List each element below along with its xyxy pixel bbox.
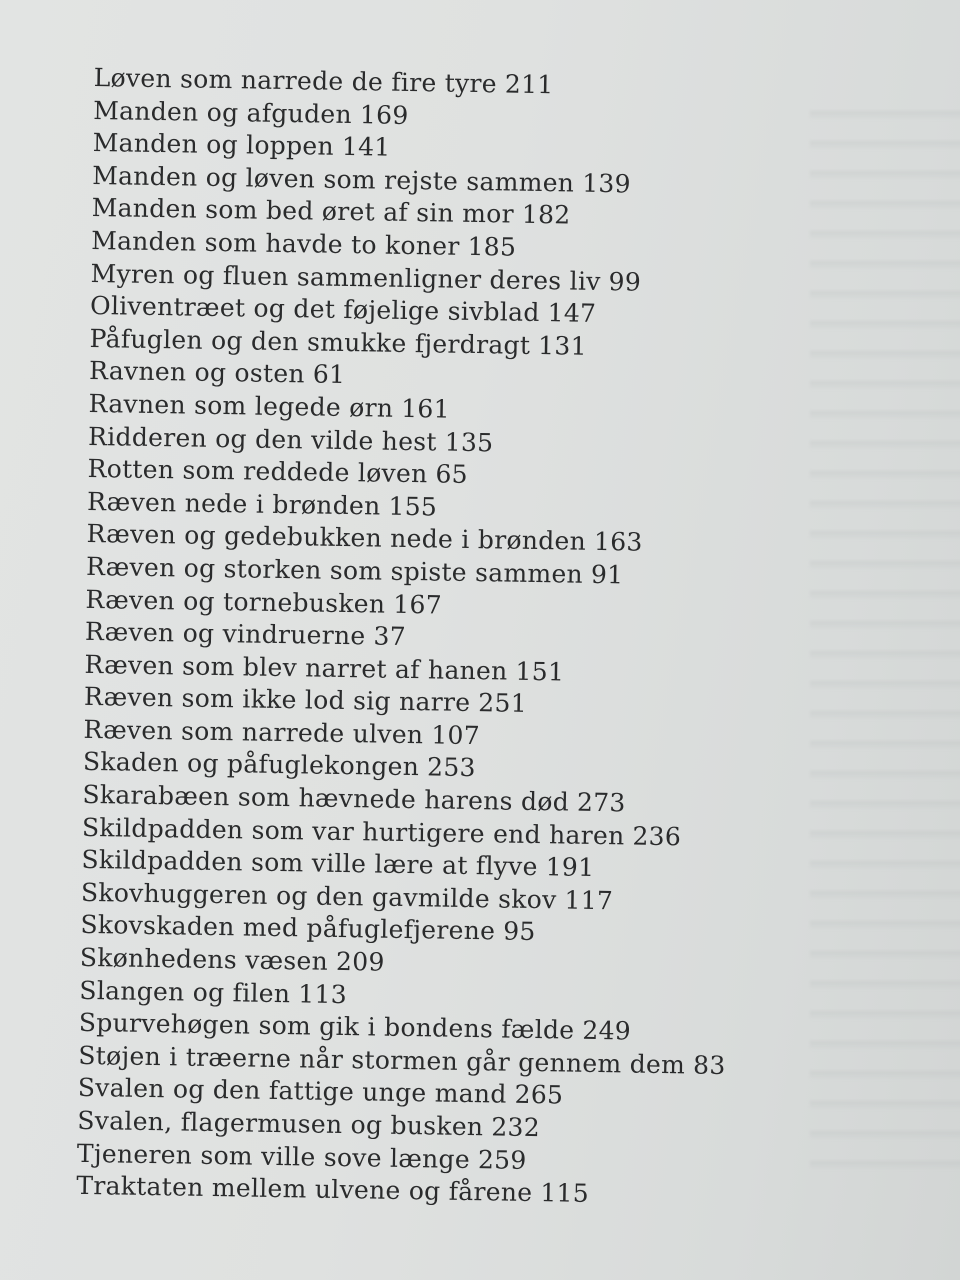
entry-title: Oliventræet og det føjelige sivblad bbox=[89, 291, 540, 328]
entry-page-number: 232 bbox=[491, 1112, 541, 1143]
entry-page-number: 273 bbox=[576, 787, 626, 818]
index-list bbox=[76, 62, 741, 1213]
entry-page-number: 161 bbox=[401, 393, 451, 424]
entry-page-number: 155 bbox=[388, 491, 438, 522]
entry-title: Slangen og filen bbox=[79, 975, 291, 1008]
entry-title: Skaden og påfuglekongen bbox=[82, 747, 420, 782]
entry-title: Manden og afguden bbox=[93, 95, 353, 129]
entry-page-number: 251 bbox=[478, 688, 528, 719]
entry-page-number: 182 bbox=[521, 200, 571, 230]
entry-title: Manden og løven som rejste sammen bbox=[91, 160, 575, 198]
entry-title: Manden som bed øret af sin mor bbox=[91, 193, 515, 229]
entry-title: Svalen og den fattige unge mand bbox=[77, 1073, 507, 1110]
entry-title: Ræven og tornebusken bbox=[85, 584, 386, 619]
entry-page-number: 135 bbox=[444, 427, 494, 457]
entry-title: Skildpadden som var hurtigere end haren bbox=[81, 812, 625, 851]
entry-page-number: 191 bbox=[545, 852, 595, 883]
entry-title: Skønhedens væsen bbox=[79, 942, 329, 976]
entry-title: Ræven og storken som spiste sammen bbox=[85, 551, 584, 589]
entry-page-number: 139 bbox=[581, 168, 632, 199]
entry-title: Ræven som narrede ulven bbox=[83, 714, 424, 750]
entry-page-number: 209 bbox=[335, 946, 385, 977]
entry-title: Ræven som blev narret af hanen bbox=[84, 649, 508, 686]
entry-page-number: 236 bbox=[632, 821, 682, 851]
entry-title: Støjen i træerne når stormen går gennem dem bbox=[78, 1040, 686, 1080]
entry-page-number: 265 bbox=[514, 1080, 564, 1110]
entry-page-number: 115 bbox=[540, 1178, 590, 1209]
entry-title: Tjeneren som ville sove længe bbox=[76, 1138, 471, 1174]
entry-title: Rotten som reddede løven bbox=[87, 454, 428, 489]
entry-page-number: 91 bbox=[590, 559, 624, 590]
entry-page-number: 185 bbox=[467, 231, 517, 262]
entry-title: Ræven som ikke lod sig narre bbox=[83, 682, 471, 718]
entry-page-number: 167 bbox=[393, 589, 443, 620]
entry-title: Manden og loppen bbox=[92, 128, 335, 161]
entry-title: Løven som narrede de fire tyre bbox=[93, 62, 498, 99]
entry-page-number: 169 bbox=[359, 99, 409, 130]
entry-title: Ræven og vindruerne bbox=[84, 617, 366, 651]
entry-title: Skovskaden med påfuglefjerene bbox=[80, 910, 496, 946]
entry-title: Ræven og gedebukken nede i brønden bbox=[86, 519, 587, 557]
entry-page-number: 141 bbox=[341, 132, 391, 162]
entry-page-number: 95 bbox=[502, 916, 536, 947]
bleed-through-text bbox=[810, 90, 960, 1190]
entry-title: Skildpadden som ville lære at flyve bbox=[81, 845, 538, 882]
entry-title: Myren og fluen sammenligner deres liv bbox=[90, 258, 601, 296]
entry-page-number: 113 bbox=[298, 978, 348, 1009]
entry-title: Skovhuggeren og den gavmilde skov bbox=[80, 877, 557, 915]
entry-page-number: 147 bbox=[547, 298, 597, 329]
entry-page-number: 83 bbox=[692, 1050, 726, 1080]
entry-page-number: 151 bbox=[515, 656, 565, 687]
entry-title: Ravnen som legede ørn bbox=[88, 388, 394, 423]
entry-page-number: 117 bbox=[564, 885, 614, 916]
entry-title: Ræven nede i brønden bbox=[86, 486, 381, 521]
entry-title: Skarabæen som hævnede harens død bbox=[82, 779, 570, 817]
entry-title: Ravnen og osten bbox=[88, 356, 306, 389]
entry-page-number: 61 bbox=[312, 359, 346, 390]
entry-title: Påfuglen og den smukke fjerdragt bbox=[89, 323, 531, 360]
entry-page-number: 249 bbox=[582, 1016, 632, 1046]
entry-page-number: 253 bbox=[426, 752, 476, 783]
entry-title: Ridderen og den vilde hest bbox=[87, 421, 438, 456]
entry-page-number: 37 bbox=[373, 621, 407, 652]
entry-page-number: 107 bbox=[431, 720, 481, 751]
entry-title: Svalen, flagermusen og busken bbox=[77, 1105, 484, 1142]
entry-page-number: 163 bbox=[593, 527, 643, 557]
entry-title: Traktaten mellem ulvene og fårene bbox=[76, 1171, 533, 1208]
entry-title: Manden som havde to koner bbox=[90, 225, 460, 261]
entry-page-number: 259 bbox=[477, 1144, 527, 1175]
entry-page-number: 211 bbox=[504, 69, 554, 100]
entry-page-number: 65 bbox=[435, 459, 469, 490]
entry-page-number: 99 bbox=[608, 266, 642, 297]
entry-title: Spurvehøgen som gik i bondens fælde bbox=[78, 1008, 575, 1045]
entry-page-number: 131 bbox=[537, 330, 588, 361]
